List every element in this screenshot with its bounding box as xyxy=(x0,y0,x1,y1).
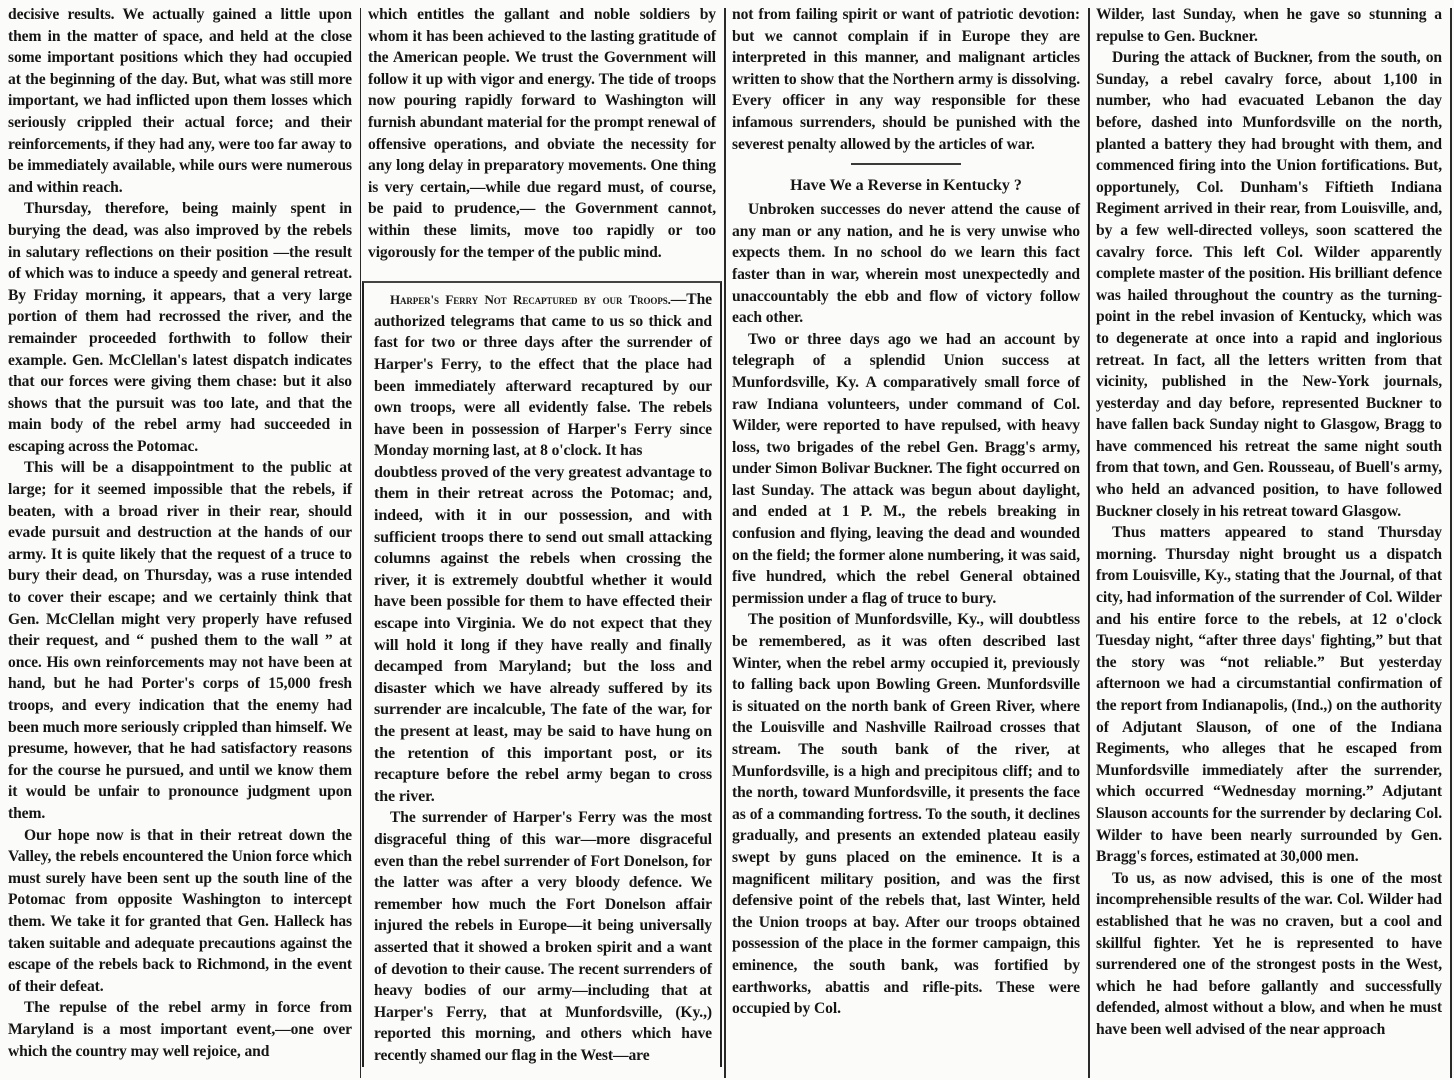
article-body xyxy=(374,289,712,462)
column-1 xyxy=(8,4,352,1062)
column-rule xyxy=(1450,8,1452,1078)
paragraph: —The authorized telegrams that came to us so thick and fast for two or three days after the surrender of Harper's Ferry, to the effect that the place had been immediately afterward recaptured by our own troops, were all evidently false. The rebels have been in possession of Harper's Ferry since Monday morning last, at 8 o'clock. It has xyxy=(374,291,712,460)
boxed-article xyxy=(362,281,722,1066)
column-4 xyxy=(1096,4,1442,1041)
paragraph: To us, as now advised, this is one of the most incomprehensible results of the war. Col. Wilder had established that he was no craven, but a cool and skillful fighter. Yet he is represented to have surrendered one of the strongest posts in the West, which he had before gallantly and successfully defended, almost without a blow, and when he must have been well advised of the near approach xyxy=(1096,869,1442,1038)
column-rule xyxy=(360,8,361,1078)
paragraph: The surrender of Harper's Ferry was the most disgraceful thing of this war—more disgraceful even than the rebel surrender of Fort Donelson, for the latter was after a very bloody defence. We remember how much the Fort Donelson affair injured the rebels in Europe—it being universally asserted that it showed a broken spirit and a want of devotion to their cause. The recent surrenders of heavy bodies of our army—including that at Harper's Ferry, that at Munfordsville, (Ky.,) reported this morning, and others which have recently shamed our flag in the West—are xyxy=(374,809,712,1064)
paragraph: doubtless proved of the very greatest advantage to them in their retreat across the Potomac; and, indeed, with it in our possession, and with sufficient troops there to send out small attacking columns against the rebels when crossing the river, it is extremely doubtful whether it would have been possible for them to have effected their escape into Virginia. We do not expect that they will hold it long if they have really and finally decamped from Maryland; but the loss and disaster which we have already suffered by its surrender are incalcuble, The fate of the war, for the present at least, may be said to have hung on the retention of this important post, or its recapture before the rebel army began to cross the river. xyxy=(374,463,712,805)
paragraph: Unbroken successes do never attend the cause of any man or any nation, and he is very unwise who expects them. In no school do we learn this fact faster than in war, wherein most unexpectedly and unaccountably the ebb and flow of victory follow each other. xyxy=(732,201,1080,327)
paragraph: During the attack of Buckner, from the south, on Sunday, a rebel cavalry force, about 1,100 in number, who had evacuated Lebanon the day before, dashed into Munfordsville on the north, planted a battery they had brought with them, and commenced firing into the Union fortifications. But, opportunely, Col. Dunham's Fiftieth Indiana Regiment arrived in their rear, from Louisville, and, by a few well-directed volleys, soon scattered the cavalry force. This left Col. Wilder apparently complete master of the position. His brilliant defence was hailed throughout the country as the turning-point in the rebel invasion of Kentucky, which was to degenerate at once into a rapid and inglorious retreat. In fact, all the letters written from that vicinity, published in the New-York journals, yesterday and day before, represented Buckner to have fallen back Sunday night to Glasgow, Bragg to have commenced his retreat the same night south from that town, and Gen. Rousseau, of Buell's army, who held an advanced position, to have followed Buckner closely in his retreat toward Glasgow. xyxy=(1096,49,1442,520)
paragraph: The repulse of the rebel army in force from Maryland is a most important event,—one over which the country may well rejoice, and xyxy=(8,999,352,1060)
paragraph: not from failing spirit or want of patriotic devotion: but we cannot complain if in Europe they are interpreted in this manner, and malignant articles written to show that the Northern army is dissolving. Every officer in any way responsible for these infamous surrenders, should be punished with the severest penalty allowed by the articles of war. xyxy=(732,6,1080,153)
paragraph: Two or three days ago we had an account by telegraph of a splendid Union success at Munfordsville, Ky. A comparatively small force of raw Indiana volunteers, under command of Col. Wilder, were reported to have repulsed, with heavy loss, two brigades of the rebel Gen. Bragg's army, under Simon Bolivar Buckner. The fight occurred on last Sunday. The attack was begun about daylight, and ended at 1 P. M., the rebels breaking in confusion and flying, leaving the dead and wounded on the field; the former alone numbering, it was said, five hundred, which the rebel General obtained permission under a flag of truce to bury. xyxy=(732,330,1080,607)
section-heading: Have We a Reverse in Kentucky ? xyxy=(790,177,1022,195)
column-3 xyxy=(732,4,1080,1020)
section-divider xyxy=(851,163,961,165)
paragraph: decisive results. We actually gained a little upon them in the matter of space, and held at the close some important positions which they had occupied at the beginning of the day. But, what was still more important, we had inflicted upon them losses which seriously crippled their actual force; and their reinforcements, if they had any, were too far away to be immediately available, while ours were numerous and within reach. xyxy=(8,6,352,196)
column-rule xyxy=(1088,8,1090,1078)
article-headline: Harper's Ferry Not Recaptured by our Troops. xyxy=(390,292,671,308)
paragraph: The position of Munfordsville, Ky., will doubtless be remembered, as it was often described last Winter, when the rebel army occupied it, previously to falling back upon Bowling Green. Munfordsville is situated on the north bank of Green River, where the Louisville and Nashville Railroad crosses that stream. The south bank of the river, at Munfordsville, is a high and precipitous cliff; and to the north, toward Munfordsville, it presents the face as of a commanding fortress. To the south, it declines gradually, and presents an extended plateau easily swept by guns placed on the eminence. It is a magnificent military position, and was the first defensive point of the rebels that, last Winter, held the Union troops at bay. After our troops obtained possession of the place in the former campaign, this eminence, the south bank, was fortified by earthworks, abattis and rifle-pits. These were occupied by Col. xyxy=(732,611,1080,1018)
paragraph: Thursday, therefore, being mainly spent in burying the dead, was also improved by the rebels in salutary reflections on their position —the result of which was to induce a speedy and general retreat. By Friday morning, it appears, that a very large portion of them had recrossed the river, and the remainder proceeded forthwith to follow their example. Gen. McClellan's latest dispatch indicates that our forces were giving them chase: but it also shows that the pursuit was too late, and that the main body of the rebel army had succeeded in escaping across the Potomac. xyxy=(8,200,352,455)
paragraph: This will be a disappointment to the public at large; for it seemed impossible that the rebels, if beaten, with a broad river in their rear, should evade pursuit and destruction at the hands of our army. It is quite likely that the request of a truce to bury their dead, on Thursday, was a ruse intended to cover their escape; and we certainly think that Gen. McClellan might very properly have refused their request, and “ pushed them to the wall ” at once. His own reinforcements may not have been at hand, but he had Porter's corps of 15,000 fresh troops, and every indication that the enemy had been much more seriously crippled than himself. We presume, however, that he had satisfactory reasons for the course he pursued, and until we know them it would be unfair to pronounce judgment upon them. xyxy=(8,459,352,822)
paragraph: Our hope now is that in their retreat down the Valley, the rebels encountered the Union force which must surely have been sent up the south line of the Potomac from opposite Washington to intercept them. We take it for granted that Gen. Halleck has taken suitable and adequate precautions against the escape of the rebels back to Richmond, in the event of their defeat. xyxy=(8,826,352,995)
paragraph: Wilder, last Sunday, when he gave so stunning a repulse to Gen. Buckner. xyxy=(1096,6,1442,45)
paragraph: which entitles the gallant and noble soldiers by whom it has been achieved to the lasting gratitude of the American people. We trust the Government will follow it up with vigor and energy. The tide of troops now pouring rapidly forward to Washington will furnish abundant material for the prompt renewal of offensive operations, and obviate the necessity for any long delay in preparatory movements. One thing is very certain,—while due regard must, of course, be paid to prudence,— the Government cannot, within these limits, move too rapidly or too vigorously for the temper of the public mind. xyxy=(368,6,716,261)
paragraph: Thus matters appeared to stand Thursday morning. Thursday night brought us a dispatch from Louisville, Ky., stating that the Journal, of that city, had information of the surrender of Col. Wilder and his entire force to the rebels, at 12 o'clock Tuesday night, “after three days' fighting,” but that the story was “not reliable.” But yesterday afternoon we had a circumstantial confirmation of the report from Indianapolis, (Ind.,) on the authority of Adjutant Slauson, of one of the Indiana Regiments, who alleges that he escaped from Munfordsville immediately after the surrender, which occurred “Wednesday morning.” Adjutant Slauson accounts for the surrender by declaring Col. Wilder to have been nearly surrounded by Gen. Bragg's forces, estimated at 30,000 men. xyxy=(1096,524,1442,866)
column-2 xyxy=(368,4,716,1067)
column-rule xyxy=(724,8,726,1078)
